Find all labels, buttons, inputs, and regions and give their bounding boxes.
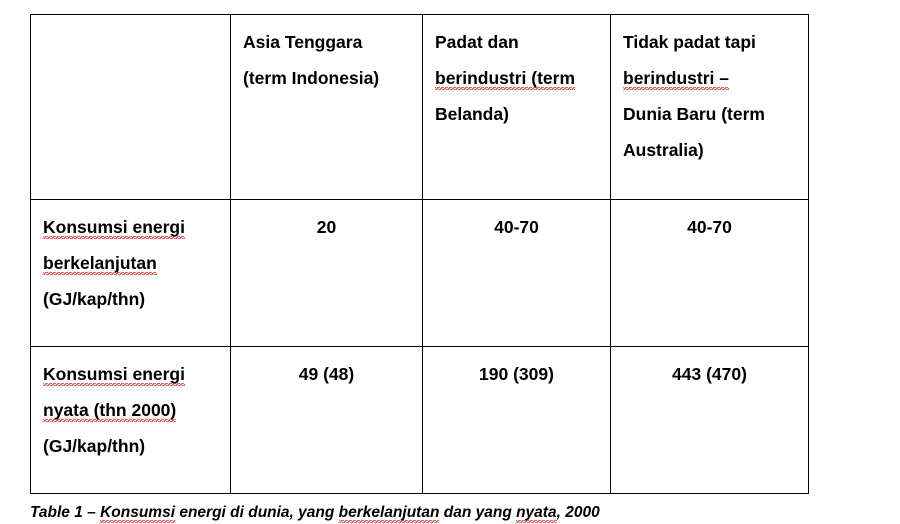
header-cell-blank — [31, 15, 231, 200]
header-line: Belanda) — [435, 103, 509, 124]
spellcheck-underline: berindustri (term — [435, 67, 576, 88]
caption-mid: dan yang — [439, 504, 517, 521]
table-row — [31, 347, 809, 494]
spellcheck-underline: berkelanjutan — [43, 252, 157, 273]
spellcheck-underline: berkelanjutan — [338, 504, 440, 521]
cell-value: 49 (48) — [231, 347, 423, 494]
table-header-row — [31, 15, 809, 200]
header-line: Australia) — [623, 139, 704, 160]
spellcheck-underline: berindustri – — [623, 67, 729, 88]
energy-consumption-table — [30, 14, 809, 494]
row-label-line — [43, 210, 218, 246]
spellcheck-underline: Konsumsi — [100, 504, 176, 521]
header-line: Padat dan — [435, 32, 519, 52]
caption-suffix: , 2000 — [556, 504, 600, 521]
row-label-konsumsi-nyata — [31, 347, 231, 494]
spellcheck-underline: nyata — [516, 504, 557, 521]
cell-value: 190 (309) — [423, 347, 611, 494]
table-caption — [30, 502, 900, 524]
row-label-konsumsi-berkelanjutan — [31, 200, 231, 347]
header-cell-tidak-padat-dunia-baru — [611, 15, 809, 200]
row-label-line — [43, 393, 218, 429]
table-row — [31, 200, 809, 347]
cell-value: 443 (470) — [611, 347, 809, 494]
header-line — [623, 61, 796, 97]
spellcheck-underline: Konsumsi energi — [43, 364, 185, 384]
cell-value: 40-70 — [423, 200, 611, 347]
spellcheck-underline: Konsumsi energi — [43, 217, 185, 237]
spellcheck-underline: nyata (thn 2000) — [43, 399, 177, 420]
row-label-line — [43, 246, 218, 282]
cell-value: 40-70 — [611, 200, 809, 347]
caption-mid: energi di dunia, yang — [175, 504, 339, 521]
row-label-line: (GJ/kap/thn) — [43, 288, 146, 309]
header-line: Asia Tenggara — [243, 32, 363, 52]
header-line: Dunia Baru (term — [623, 103, 765, 124]
row-label-line — [43, 357, 218, 393]
header-cell-asia-tenggara — [231, 15, 423, 200]
header-cell-padat-berindustri — [423, 15, 611, 200]
header-line — [435, 61, 598, 97]
header-line: Tidak padat tapi — [623, 32, 756, 52]
caption-prefix: Table 1 – — [30, 504, 101, 521]
header-line: (term Indonesia) — [243, 67, 380, 88]
cell-value: 20 — [231, 200, 423, 347]
row-label-line: (GJ/kap/thn) — [43, 435, 146, 456]
